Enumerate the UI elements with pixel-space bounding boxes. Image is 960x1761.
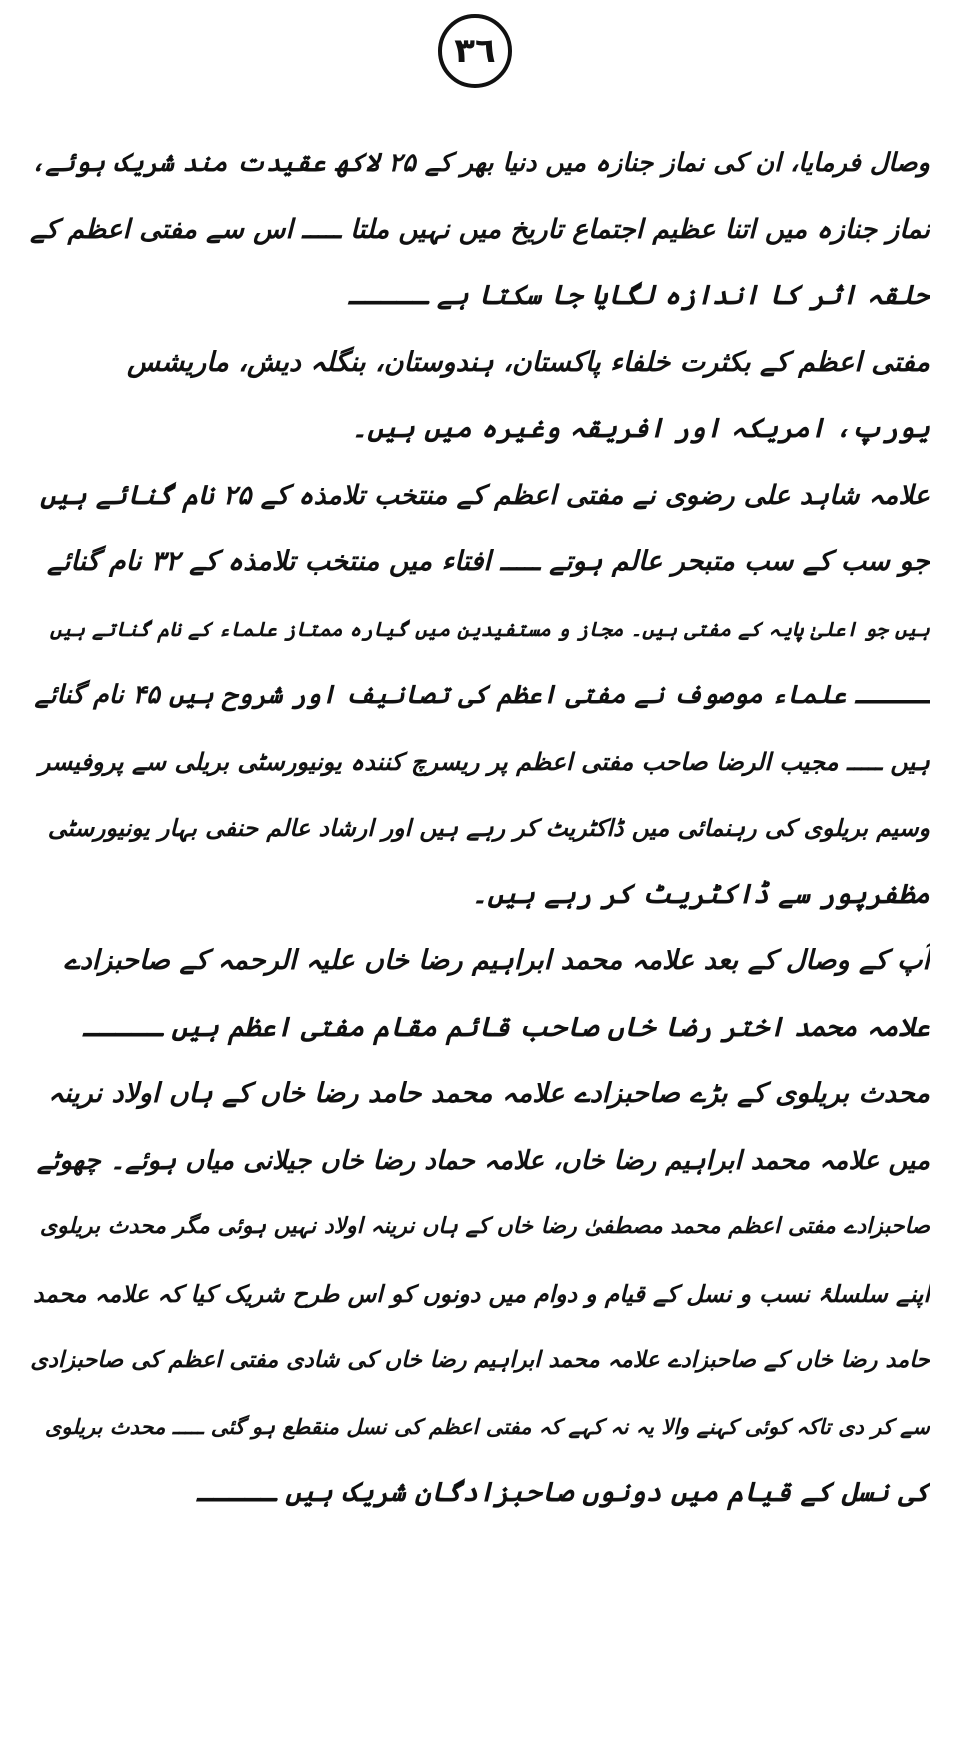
text-line: محدث بریلوی کے بڑے صاحبزادے علامہ محمد حامد رضا خاں کے ہاں اولاد نرینہ bbox=[48, 1078, 930, 1109]
text-line: اپنے سلسلۂ نسب و نسل کے قیام و دوام میں دونوں کو اس طرح شریک کیا کہ علامہ محمد bbox=[32, 1279, 930, 1308]
text-line: مفتی اعظم کے بکثرت خلفاء پاکستان، ہندوستان، بنگلہ دیش، ماریشس bbox=[127, 346, 930, 378]
text-line: ہیں ـــــ مجیب الرضا صاحب مفتی اعظم پر ریسرچ کنندہ یونیورسٹی بریلی سے پروفیسر bbox=[38, 747, 930, 776]
text-line: کی نسل کے قیام میں دونوں صاحبزادگان شریک ہیں ـــــ bbox=[196, 1477, 930, 1508]
text-line: آپ کے وصال کے بعد علامہ محمد ابراہیم رضا خاں علیہ الرحمہ کے صاحبزادے bbox=[63, 945, 930, 976]
urdu-text-block bbox=[30, 130, 930, 1527]
page-number-circle: ٣٦ bbox=[438, 14, 512, 88]
text-line: علامہ شاہد علی رضوی نے مفتی اعظم کے منتخب تلامذہ کے ۲۵ نام گنائے ہیں bbox=[40, 479, 930, 511]
text-line: وصال فرمایا، ان کی نماز جنازہ میں دنیا بھر کے ۲۵ لاکھ عقیدت مند شریک ہوئے، bbox=[30, 148, 930, 178]
text-line: حلقہ اثر کا اندازہ لگایا جا سکتا ہے ـــــ bbox=[348, 280, 930, 311]
text-line: سے کر دی تاکہ کوئی کہنے والا یہ نہ کہے کہ مفتی اعظم کی نسل منقطع ہو گئی ـــــ محدث بریلوی bbox=[44, 1414, 930, 1439]
text-line: میں علامہ محمد ابراہیم رضا خاں، علامہ حماد رضا خاں جیلانی میاں ہوئے۔ چھوٹے bbox=[36, 1145, 930, 1176]
text-line: جو سب کے سب متبحر عالم ہوتے ـــــ افتاء میں منتخب تلامذہ کے ۳۲ نام گنائے bbox=[47, 546, 930, 577]
text-line: نماز جنازہ میں اتنا عظیم اجتماع تاریخ میں نہیں ملتا ـــــ اس سے مفتی اعظم کے bbox=[30, 213, 930, 245]
text-line: یورپ، امریکہ اور افریقہ وغیرہ میں ہیں۔ bbox=[351, 413, 930, 444]
text-line: وسیم بریلوی کی رہنمائی میں ڈاکٹریٹ کر رہے ہیں اور ارشاد عالم حنفی بہار یونیورسٹی bbox=[47, 814, 930, 842]
text-line: ہیں جو اعلیٰ پایہ کے مفتی ہیں۔ مجاز و مستفیدین میں گیارہ ممتاز علماء کے نام گناتے ہیں bbox=[49, 616, 930, 641]
text-line: صاحبزادے مفتی اعظم محمد مصطفیٰ رضا خاں کے ہاں نرینہ اولاد نہیں ہوئی مگر محدث بریلوی bbox=[39, 1214, 930, 1239]
text-line: حامد رضا خاں کے صاحبزادے علامہ محمد ابراہیم رضا خاں کی شادی مفتی اعظم کی صاحبزادی bbox=[30, 1347, 930, 1373]
text-line: مظفرپور سے ڈاکٹریٹ کر رہے ہیں۔ bbox=[471, 878, 930, 910]
text-line: ـــــ علماء موصوف نے مفتی اعظم کی تصانیف اور شروح ہیں ۴۵ نام گنائے bbox=[34, 680, 930, 710]
text-line: علامہ محمد اختر رضا خاں صاحب قائم مقام مفتی اعظم ہیں ـــــ bbox=[83, 1011, 930, 1043]
